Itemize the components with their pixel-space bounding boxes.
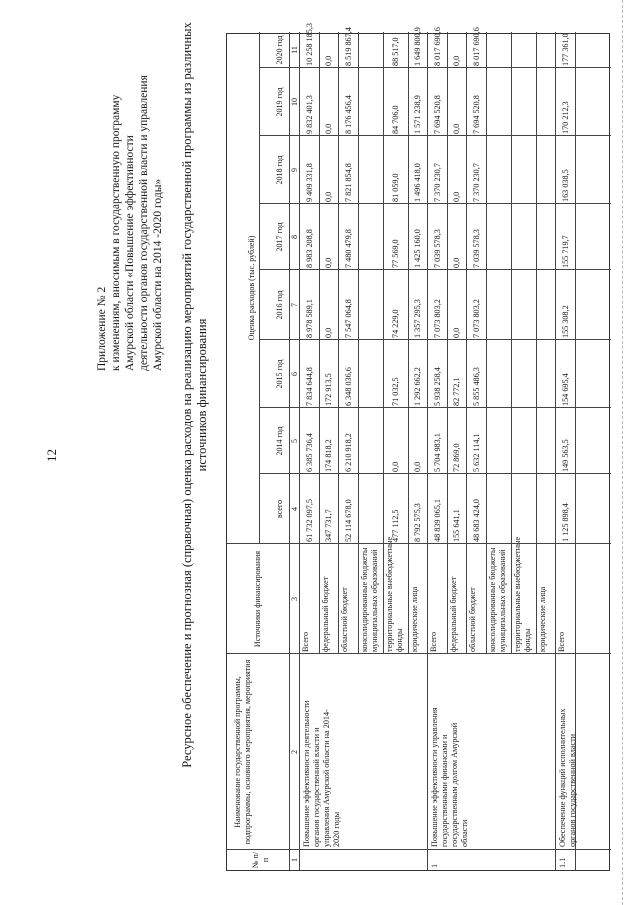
value-cell: 5 632 114,1	[471, 433, 481, 472]
value-cell: 8 983 208,8	[304, 229, 314, 268]
value-cell: 172 913,5	[324, 373, 334, 406]
grid-line	[259, 269, 611, 270]
header-col-number: 11	[290, 46, 299, 54]
value-cell: 1 571 238,9	[413, 95, 423, 134]
value-cell: 7 039 578,3	[432, 229, 442, 268]
program-name: Обеспечение функций исполнительных органов государственной власти	[558, 708, 577, 847]
appendix-line: Амурской области «Повышение эффективности	[124, 135, 136, 371]
header-col-number: 7	[290, 303, 299, 307]
value-cell: 6 385 736,4	[304, 433, 314, 472]
value-cell: 71 032,5	[391, 377, 400, 406]
value-cell: 7 073 803,2	[432, 299, 442, 338]
value-cell: 0,0	[452, 123, 462, 134]
source-label: областной бюджет	[340, 587, 349, 652]
value-cell: 81 059,0	[391, 173, 400, 202]
header-col-number: 1	[290, 858, 299, 862]
value-cell: 8 017 690,6	[432, 27, 442, 66]
grid-line	[259, 135, 611, 136]
value-cell: 5 855 486,3	[471, 367, 481, 406]
value-cell: 174 818,2	[324, 439, 334, 472]
header-year: 2020 год	[275, 35, 284, 65]
value-cell: 0,0	[452, 191, 462, 202]
value-cell: 155 308,2	[560, 305, 570, 338]
grid-line	[299, 32, 300, 870]
header-col-number: 6	[290, 372, 299, 376]
value-cell: 1 357 295,3	[413, 299, 423, 338]
grid-line	[338, 32, 339, 654]
row-number: 1.1	[558, 857, 567, 868]
value-cell: 1 649 800,9	[413, 27, 423, 66]
value-cell: 48 683 424,0	[471, 499, 481, 542]
grid-line	[259, 407, 611, 408]
value-cell: 7 821 854,8	[343, 163, 353, 202]
value-cell: 7 370 230,7	[471, 163, 481, 202]
value-cell: 149 563,5	[560, 439, 570, 472]
value-cell: 10 258 185,3	[304, 23, 314, 66]
value-cell: 7 694 520,8	[471, 95, 481, 134]
source-label: Всего	[301, 631, 310, 652]
value-cell: 0,0	[324, 55, 334, 66]
funding-table	[226, 23, 610, 871]
value-cell: 347 731,7	[324, 509, 334, 542]
value-cell: 0,0	[324, 327, 334, 338]
value-cell: 7 480 479,8	[343, 229, 353, 268]
page-number: 12	[44, 449, 59, 462]
value-cell: 0,0	[452, 327, 462, 338]
row-number: 1	[430, 863, 439, 868]
appendix-line: деятельности органов государственной власти и управления	[138, 75, 150, 371]
value-cell: 82 772,1	[452, 377, 462, 406]
header-num: № п/п	[251, 851, 270, 869]
grid-line	[536, 32, 537, 654]
value-cell: 0,0	[324, 191, 334, 202]
value-cell: 8 519 867,4	[343, 27, 353, 66]
value-cell: 163 038,5	[560, 169, 570, 202]
value-cell: 8 978 589,1	[304, 299, 314, 338]
grid-line	[486, 32, 487, 654]
value-cell: 74 229,0	[391, 309, 400, 338]
value-cell: 9 409 331,8	[304, 163, 314, 202]
value-cell: 0,0	[391, 461, 400, 472]
value-cell: 5 704 983,1	[432, 433, 442, 472]
value-cell: 7 547 064,8	[343, 299, 353, 338]
source-label: юридические лица	[537, 586, 547, 652]
header-col-number: 10	[290, 98, 299, 106]
value-cell: 88 517,0	[391, 37, 400, 66]
appendix-caption	[95, 51, 165, 371]
value-cell: 154 695,4	[560, 373, 570, 406]
grid-line	[227, 849, 611, 850]
grid-line	[555, 32, 556, 870]
value-cell: 177 361,0	[560, 33, 570, 66]
table-title: Ресурсное обеспечение и прогнозная (справочная) оценка расходов на реализацию мероприятий государственной программы из различных источников финансирования	[180, 22, 209, 768]
source-label: Всего	[557, 631, 566, 652]
grid-line	[289, 32, 290, 870]
value-cell: 9 832 401,3	[304, 95, 314, 134]
header-col-number: 5	[290, 439, 299, 443]
source-label: территориальные внебюджетные фонды	[512, 536, 532, 652]
value-cell: 1 125 898,4	[560, 503, 570, 542]
program-name: Повышение эффективности управления государственными финансами и государственным долгом Амурской области	[430, 707, 469, 847]
value-cell: 7 073 803,2	[471, 299, 481, 338]
value-cell: 1 292 662,2	[413, 367, 423, 406]
header-col-number: 4	[290, 507, 299, 511]
grid-line	[259, 67, 611, 68]
value-cell: 5 938 258,4	[432, 367, 442, 406]
scan-edge-line	[622, 0, 624, 905]
header-year: 2014 год	[275, 426, 284, 456]
header-name: Наименование государственной программы, подпрограммы, основного мероприятия, мероприятия	[233, 659, 252, 845]
value-cell: 48 839 065,1	[432, 499, 442, 542]
header-estimate: Оценка расходов (тыс. рублей)	[247, 235, 256, 341]
value-cell: 61 732 097,5	[304, 499, 314, 542]
grid-line	[227, 543, 611, 544]
value-cell: 7 694 520,8	[432, 95, 442, 134]
value-cell: 0,0	[413, 461, 423, 472]
header-source: Источники финансирования	[253, 550, 262, 648]
source-label: Всего	[429, 631, 438, 652]
grid-line	[358, 32, 359, 654]
grid-line	[511, 32, 512, 654]
grid-line	[259, 473, 611, 474]
grid-line	[259, 203, 611, 204]
value-cell: 8 176 456,4	[343, 95, 353, 134]
header-year: 2015 год	[275, 359, 284, 389]
value-cell: 170 212,3	[560, 101, 570, 134]
value-cell: 77 569,0	[391, 239, 400, 268]
source-label: федеральный бюджет	[448, 576, 458, 652]
value-cell: 0,0	[324, 123, 334, 134]
header-col-number: 9	[290, 168, 299, 172]
program-name: Повышение эффективности деятельности органов государственной власти и управления Амурской области на 2014- 2020 годы	[302, 700, 341, 847]
grid-line	[319, 32, 320, 654]
header-year: 2017 год	[275, 222, 284, 252]
source-label: территориальные внебюджетные фонды	[384, 536, 404, 652]
header-year: 2016 год	[275, 290, 284, 320]
grid-line	[227, 653, 611, 654]
grid-line	[427, 32, 428, 870]
header-col-number: 3	[290, 597, 299, 601]
grid-line	[447, 32, 448, 654]
header-col-number: 2	[290, 750, 299, 754]
source-label: областной бюджет	[468, 587, 477, 652]
header-year: 2018 год	[275, 155, 284, 185]
grid-line	[259, 339, 611, 340]
value-cell: 1 425 160,0	[413, 229, 423, 268]
value-cell: 0,0	[452, 55, 462, 66]
source-label: юридические лица	[409, 586, 419, 652]
appendix-line: Приложение № 2	[96, 286, 108, 371]
value-cell: 8 017 690,6	[471, 27, 481, 66]
grid-line	[408, 32, 409, 654]
value-cell: 155 719,7	[560, 235, 570, 268]
value-cell: 7 370 230,7	[432, 163, 442, 202]
value-cell: 0,0	[324, 257, 334, 268]
source-label: федеральный бюджет	[320, 576, 330, 652]
value-cell: 155 641,1	[452, 509, 462, 542]
value-cell: 6 348 036,6	[343, 367, 353, 406]
value-cell: 7 039 578,3	[471, 229, 481, 268]
value-cell: 52 114 678,0	[343, 499, 353, 542]
appendix-line: Амурской области на 2014 -2020 годы»	[152, 178, 164, 371]
header-year: всего	[275, 500, 284, 519]
value-cell: 1 496 418,0	[413, 163, 423, 202]
source-label: консолидированные бюджеты муниципальных образований	[487, 547, 507, 652]
grid-line	[466, 32, 467, 654]
grid-line	[383, 32, 384, 654]
appendix-line: к изменениям, вносимым в государственную программу	[110, 94, 122, 371]
value-cell: 84 706,0	[391, 105, 400, 134]
grid-line	[259, 32, 260, 544]
header-year: 2019 год	[275, 87, 284, 117]
value-cell: 7 834 644,8	[304, 367, 314, 406]
value-cell: 8 792 575,3	[413, 503, 423, 542]
value-cell: 72 869,0	[452, 443, 462, 472]
value-cell: 6 210 918,2	[343, 433, 353, 472]
header-col-number: 8	[290, 235, 299, 239]
source-label: консолидированные бюджеты муниципальных образований	[359, 547, 379, 652]
value-cell: 0,0	[452, 257, 462, 268]
value-cell: 477 112,5	[391, 509, 400, 542]
